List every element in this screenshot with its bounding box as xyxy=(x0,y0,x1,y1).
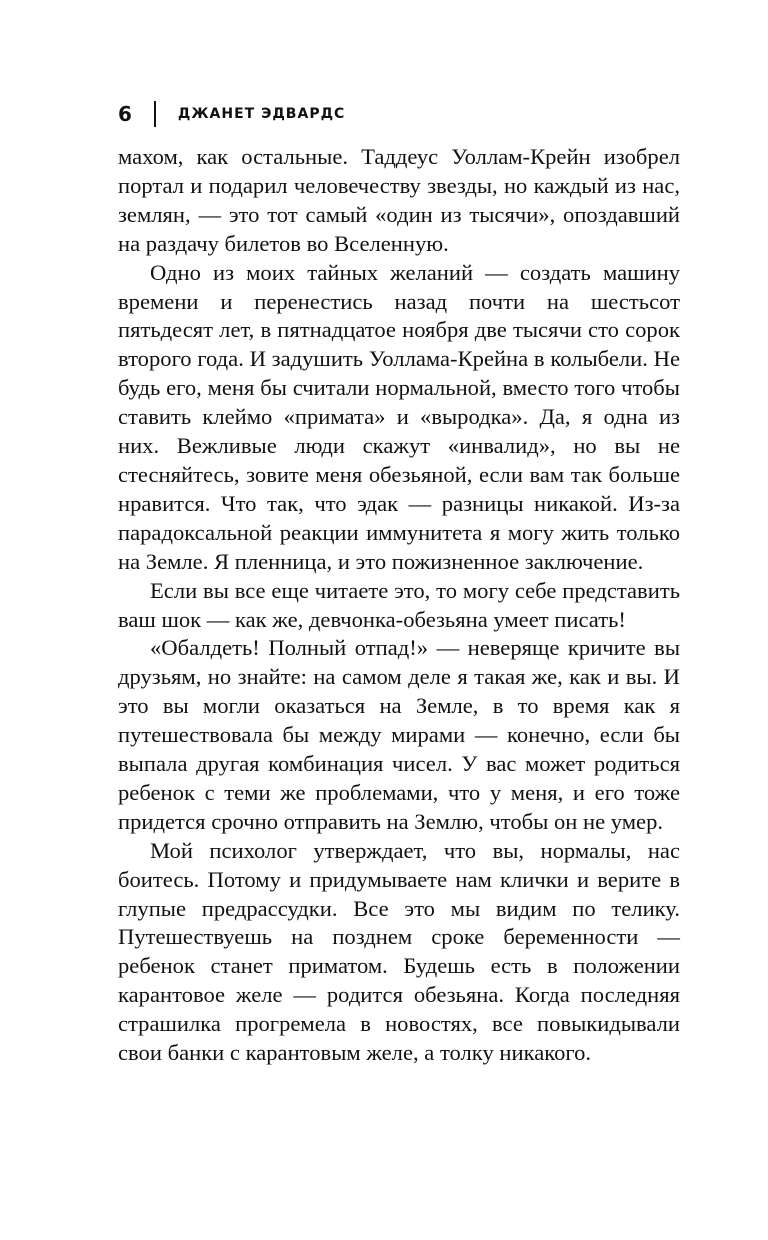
paragraph: «Обалдеть! Полный отпад!» — неверяще кричите вы друзьям, но знайте: на самом деле я такая же, как и вы. И это вы могли оказаться на Земле, в то время как я путешествовала бы между мирами — конечно, если бы выпала другая комбинация чисел. У вас может родиться ребенок с теми же проблемами, что у меня, и его тоже придется срочно отправить на Землю, чтобы он не умер. xyxy=(118,635,680,834)
paragraph: Одно из моих тайных желаний — создать машину времени и перенестись назад почти на шестьсот пятьдесят лет, в пятнадцатое ноября две тысячи сто сорок второго года. И задушить Уоллама-Крейна в колыбели. Не будь его, меня бы считали нормальной, вместо того чтобы ставить клеймо «примата» и «выродка». Да, я одна из них. Вежливые люди скажут «инвалид», но вы не стесняйтесь, зовите меня обезьяной, если вам так больше нравится. Что так, что эдак — разницы никакой. Из-за парадоксальной реакции иммунитета я могу жить только на Земле. Я пленница, и это пожизненное заключение. xyxy=(118,259,680,574)
author-name: ДЖАНЕТ ЭДВАРДС xyxy=(177,106,346,122)
page-number: 6 xyxy=(118,102,132,126)
header-divider xyxy=(154,101,156,127)
running-head xyxy=(118,100,345,128)
paragraph: махом, как остальные. Таддеус Уоллам-Крейн изобрел портал и подарил человечеству звезды, но каждый из нас, землян, — это тот самый «один из тысячи», опоздавший на раздачу билетов во Вселенную. xyxy=(118,144,680,256)
body-text xyxy=(118,143,680,1068)
paragraph: Если вы все еще читаете это, то могу себе представить ваш шок — как же, девчонка-обезьяна умеет писать! xyxy=(118,577,680,632)
paragraph: Мой психолог утверждает, что вы, нормалы, нас боитесь. Потому и придумываете нам клички и верите в глупые предрассудки. Все это мы видим по телику. Путешествуешь на позднем сроке беременности — ребенок станет приматом. Будешь есть в положении карантовое желе — родится обезьяна. Когда последняя страшилка прогремела в новостях, все повыкидывали свои банки с карантовым желе, а толку никакого. xyxy=(118,837,680,1066)
